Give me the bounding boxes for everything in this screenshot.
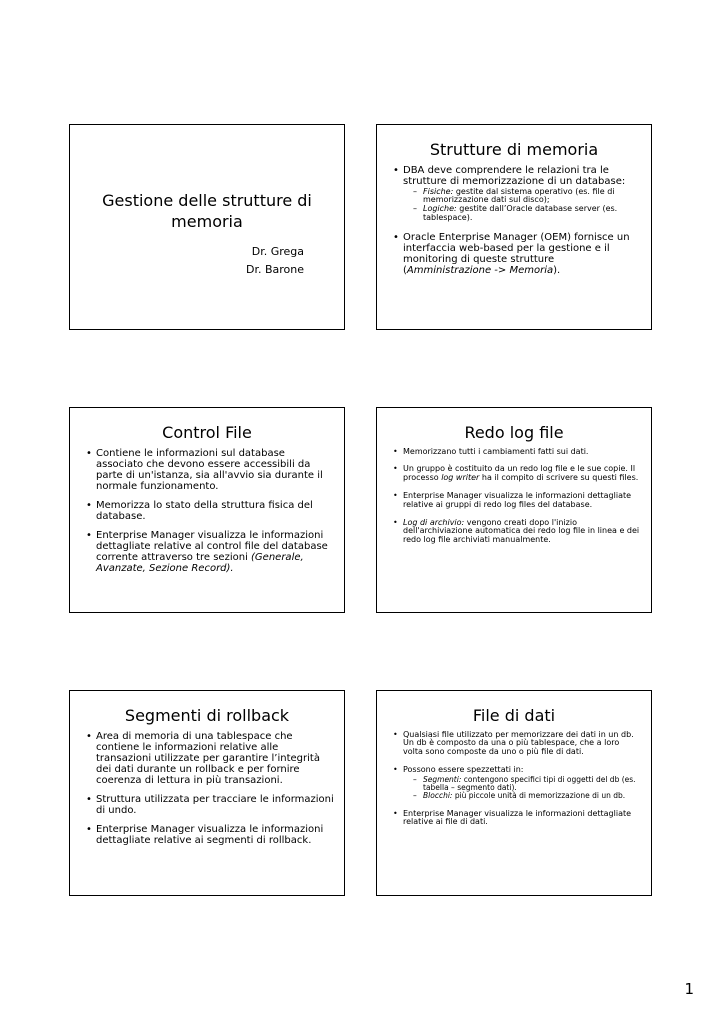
sub-item bbox=[413, 188, 641, 206]
bullet-item bbox=[393, 465, 641, 483]
sub-text: gestite dal sistema operativo (es. file di memorizzazione dati sul disco); bbox=[423, 186, 615, 205]
bullet-text: vengono creati dopo l'inizio dell'archiviazione automatica dei redo log file in linea e dei redo log file archiviati manualmente. bbox=[403, 517, 640, 545]
bullet-item: • Memorizzano tutti i cambiamenti fatti sui dati. bbox=[393, 448, 641, 457]
bullet-item bbox=[393, 232, 641, 276]
bullet-list bbox=[377, 165, 651, 276]
bullet-item: • Enterprise Manager visualizza le informazioni dettagliate relative ai segmenti di rollback. bbox=[86, 824, 334, 846]
sub-label: Logiche: bbox=[423, 204, 457, 214]
sub-text: contengono specifici tipi di oggetti del db (es. tabella – segmento dati). bbox=[423, 774, 636, 793]
sub-label: Segmenti: bbox=[423, 774, 462, 784]
bullet-item: • Area di memoria di una tablespace che contiene le informazioni relative alle transazioni utilizzate per garantire l’integrità dei dati durante un rollback e per fornire coerenza di lettura in più transazioni. bbox=[86, 731, 334, 786]
bullet-item: • Qualsiasi file utilizzato per memorizzare dei dati in un db. Un db è composto da una o più tablespace, che a loro volta sono composte da uno o più file di dati. bbox=[393, 731, 641, 757]
bullet-list bbox=[70, 448, 344, 574]
bullet-item: • Enterprise Manager visualizza le informazioni dettagliate relative ai file di dati. bbox=[393, 810, 641, 828]
bullet-item bbox=[393, 519, 641, 545]
slide-heading: Segmenti di rollback bbox=[124, 706, 290, 725]
bullet-italic: Log di archivio: bbox=[403, 517, 465, 527]
sub-text: gestite dall’Oracle database server (es. tablespace). bbox=[423, 204, 618, 222]
authors bbox=[246, 243, 304, 279]
bullet-text: Enterprise Manager visualizza le informazioni dettagliate relative al control file del database corrente attraverso tre sezioni bbox=[96, 529, 328, 563]
slide-redo-log-file bbox=[376, 407, 652, 613]
bullet-item bbox=[393, 165, 641, 223]
slide-control-file bbox=[69, 407, 345, 613]
slide-file-di-dati bbox=[376, 690, 652, 896]
bullet-item bbox=[86, 530, 334, 574]
bullet-list bbox=[70, 731, 344, 846]
slide-heading: File di dati bbox=[472, 706, 556, 725]
bullet-item: • Memorizza lo stato della struttura fisica del database. bbox=[86, 500, 334, 522]
sub-item bbox=[413, 792, 641, 800]
sub-label: Blocchi: bbox=[423, 791, 453, 801]
bullet-item: • Struttura utilizzata per tracciare le informazioni di undo. bbox=[86, 794, 334, 816]
sub-item bbox=[413, 205, 641, 223]
slide-title-gestione bbox=[69, 124, 345, 330]
slide-segmenti-di-rollback bbox=[69, 690, 345, 896]
slide-strutture-di-memoria bbox=[376, 124, 652, 330]
slide-heading: Control File bbox=[162, 423, 252, 442]
bullet-text: Possono essere spezzettati in: bbox=[403, 764, 524, 774]
sub-text: più piccole unità di memorizzazione di un db. bbox=[452, 791, 626, 801]
page-number: 1 bbox=[684, 980, 694, 998]
bullet-item bbox=[393, 766, 641, 801]
presentation-title: Gestione delle strutture di memoria bbox=[102, 191, 312, 231]
slide-heading: Strutture di memoria bbox=[429, 140, 599, 159]
slide-heading: Redo log file bbox=[464, 423, 564, 442]
bullet-italic: (Generale, Avanzate, Sezione Record). bbox=[96, 551, 304, 574]
author-barone: Dr. Barone bbox=[245, 263, 304, 277]
bullet-text: Un gruppo è costituito da un redo log file e le sue copie. Il processo bbox=[403, 464, 636, 483]
sub-list bbox=[403, 188, 641, 223]
sub-item bbox=[413, 776, 641, 793]
bullet-italic: log writer bbox=[441, 473, 480, 483]
bullet-text-end: ha il compito di scrivere su questi files. bbox=[479, 473, 639, 483]
bullet-text: Oracle Enterprise Manager (OEM) fornisce un interfaccia web-based per la gestione e il monitoring di queste strutture ( bbox=[403, 231, 630, 276]
bullet-italic: Amministrazione -> Memoria bbox=[406, 264, 554, 276]
author-grega: Dr. Grega bbox=[251, 245, 304, 258]
bullet-text: DBA deve comprendere le relazioni tra le strutture di memorizzazione di un database: bbox=[403, 164, 626, 187]
bullet-list bbox=[377, 448, 651, 545]
sub-label: Fisiche: bbox=[423, 186, 454, 196]
sub-list bbox=[403, 776, 641, 801]
bullet-text-end: ). bbox=[553, 264, 561, 276]
bullet-item: • Contiene le informazioni sul database associato che devono essere accessibili da parte di un'istanza, sia all'avvio sia durante il normale funzionamento. bbox=[86, 448, 334, 492]
bullet-item: • Enterprise Manager visualizza le informazioni dettagliate relative ai gruppi di redo log files del database. bbox=[393, 492, 641, 510]
bullet-list bbox=[377, 731, 651, 828]
